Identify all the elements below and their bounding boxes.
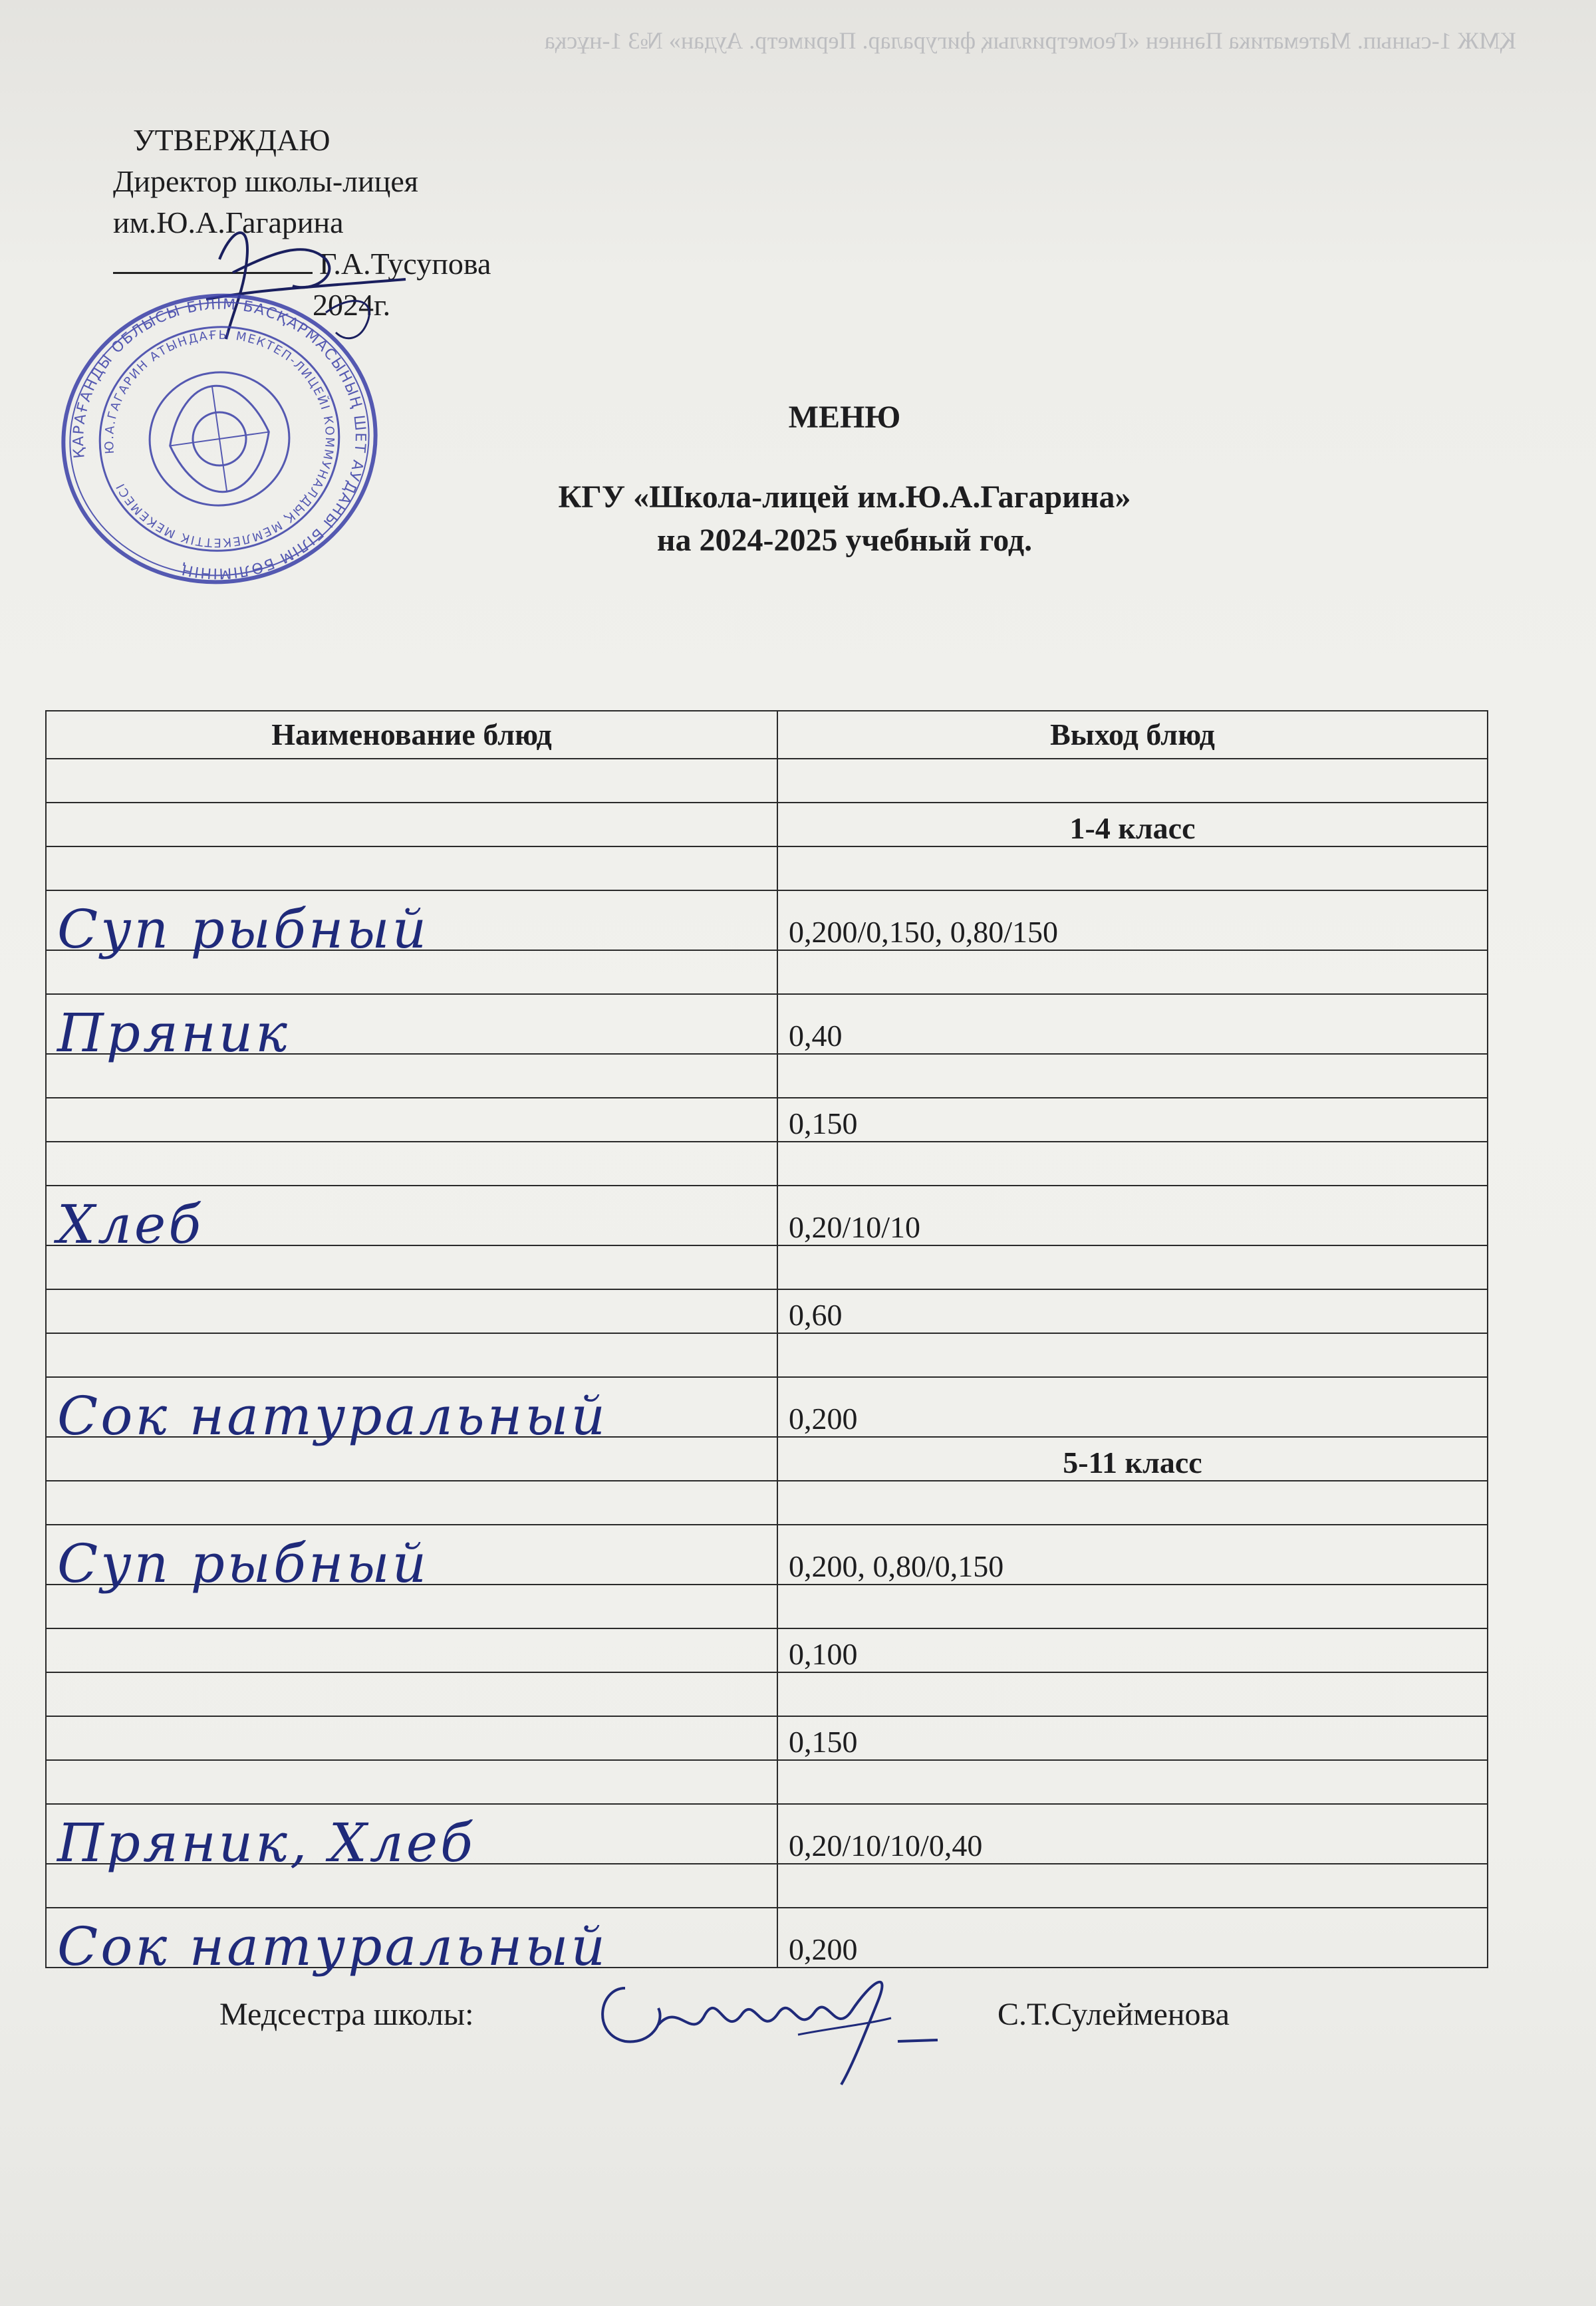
table-row <box>46 994 1488 1054</box>
portion-cell: 0,200, 0,80/0,150 <box>777 1525 1488 1585</box>
table-row <box>46 1377 1488 1437</box>
dish-name: Суп рыбный <box>57 1533 430 1595</box>
dish-name: Сок натуральный <box>57 1916 608 1978</box>
bleed-through-text: ҚМЖ 1-сынып. Математика Пәннен «Геометриялық фигуралар. Периметр. Аудан» №3 1-нұсқа <box>544 27 1516 54</box>
portion-cell: 0,100 <box>777 1628 1488 1672</box>
table-row <box>46 1525 1488 1585</box>
dish-cell <box>46 1186 777 1255</box>
table-row <box>46 803 1488 846</box>
approval-position: Директор школы-лицея <box>113 164 418 198</box>
dish-name: Суп рыбный <box>57 898 430 960</box>
menu-table <box>45 710 1488 1978</box>
column-header-dish: Наименование блюд <box>46 711 777 759</box>
seal-text-inner: Ю.А.ГАГАРИН АТЫНДАҒЫ МЕКТЕП-ЛИЦЕЙІ КОММУНАЛДЫҚ МЕМЛЕКЕТТІК МЕКЕМЕСІ <box>102 328 337 550</box>
portion-cell: 0,20/10/10 <box>777 1186 1488 1245</box>
table-row <box>46 1186 1488 1245</box>
portion-cell: 0,200/0,150, 0,80/150 <box>777 890 1488 950</box>
table-row <box>46 1481 1488 1525</box>
table-row <box>46 1804 1488 1864</box>
table-row <box>46 1628 1488 1672</box>
column-header-portion: Выход блюд <box>777 711 1488 759</box>
table-row <box>46 759 1488 803</box>
dish-name: Сок натуральный <box>57 1385 608 1447</box>
dish-cell <box>46 1804 777 1874</box>
institution-name: КГУ «Школа-лицей им.Ю.А.Гагарина» <box>558 479 1131 515</box>
portion-cell: 0,150 <box>777 1098 1488 1142</box>
table-row <box>46 1333 1488 1377</box>
academic-year: на 2024-2025 учебный год. <box>656 523 1033 558</box>
dish-cell <box>46 1377 777 1447</box>
table-row <box>46 1142 1488 1186</box>
page-title: МЕНЮ <box>788 400 901 435</box>
section-label-5-11: 5-11 класс <box>777 1437 1488 1481</box>
portion-cell: 0,150 <box>777 1716 1488 1760</box>
dish-cell <box>46 994 777 1064</box>
dish-cell <box>46 1908 777 1978</box>
dish-cell <box>46 890 777 960</box>
dish-cell <box>46 1716 777 1760</box>
dish-cell <box>46 1628 777 1672</box>
table-row <box>46 1760 1488 1804</box>
nurse-name: С.Т.Сулейменова <box>998 1997 1230 2032</box>
portion-cell: 0,40 <box>777 994 1488 1054</box>
table-row <box>46 1908 1488 1968</box>
approval-director-name: Г.А.Тусупова <box>319 247 491 281</box>
table-row <box>46 890 1488 950</box>
seal-text-outer: ҚАРАҒАНДЫ ОБЛЫСЫ БІЛІМ БАСҚАРМАСЫНЫҢ ШЕТ АУДАНЫ БІЛІМ БӨЛІМІНІҢ <box>70 296 369 582</box>
approval-heading: УТВЕРЖДАЮ <box>133 123 331 157</box>
table-row <box>46 846 1488 890</box>
table-row <box>46 1716 1488 1760</box>
dish-name: Пряник <box>57 1002 290 1064</box>
table-row <box>46 1098 1488 1142</box>
portion-cell: 0,200 <box>777 1377 1488 1437</box>
portion-cell: 0,200 <box>777 1908 1488 1968</box>
portion-cell: 0,60 <box>777 1289 1488 1333</box>
dish-cell <box>46 1098 777 1142</box>
table-row <box>46 1672 1488 1716</box>
dish-name: Хлеб <box>57 1194 204 1255</box>
table-header-row <box>46 711 1488 759</box>
dish-cell <box>46 1525 777 1595</box>
approval-school: им.Ю.А.Гагарина <box>113 205 344 239</box>
table-row <box>46 1245 1488 1289</box>
approval-date: 2024г. <box>313 288 391 322</box>
section-label-1-4: 1-4 класс <box>777 803 1488 846</box>
nurse-label: Медсестра школы: <box>219 1997 474 2032</box>
portion-cell: 0,20/10/10/0,40 <box>777 1804 1488 1864</box>
nurse-signature-icon <box>579 1962 951 2088</box>
dish-name: Пряник, Хлеб <box>57 1812 475 1874</box>
dish-cell <box>46 1289 777 1333</box>
table-row <box>46 1289 1488 1333</box>
